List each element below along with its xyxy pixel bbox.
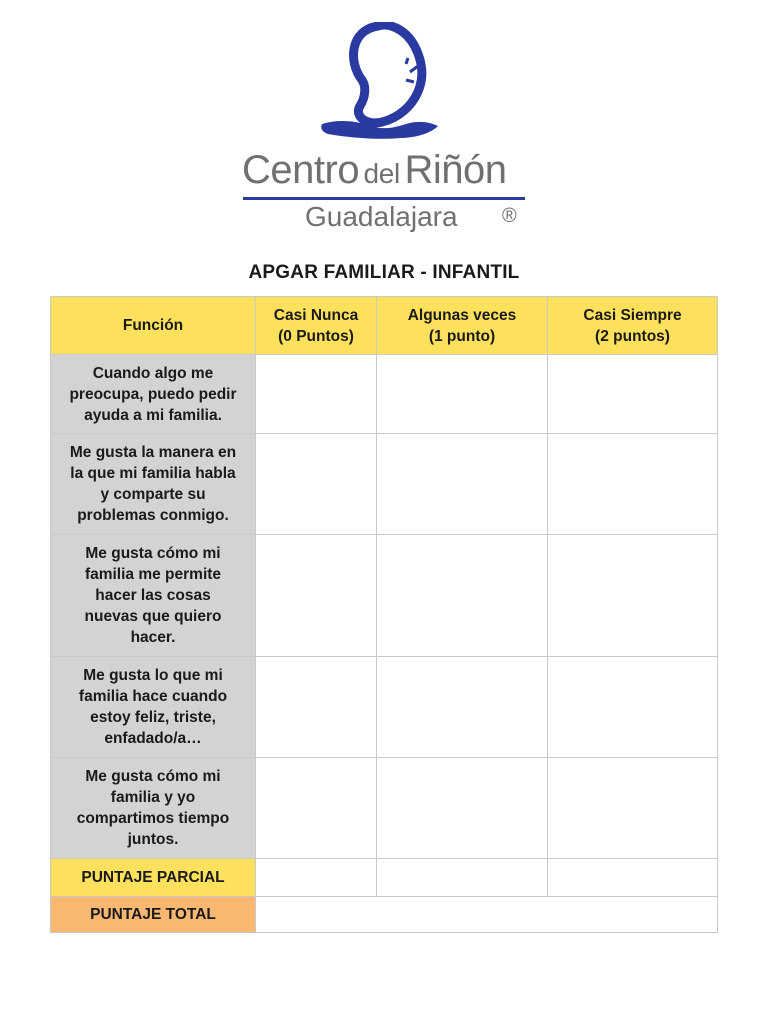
answer-cell-casi-nunca[interactable] [256, 758, 377, 859]
question-cell: Me gusta cómo mi familia y yo compartimos tiempo juntos. [51, 758, 256, 859]
kidney-hand-icon [310, 22, 450, 152]
answer-cell-algunas-veces[interactable] [377, 434, 548, 535]
table-header-row [51, 297, 718, 355]
logo-city: Guadalajara [305, 201, 458, 232]
header-casi-siempre: Casi Siempre (2 puntos) [548, 297, 718, 355]
question-cell: Me gusta la manera en la que mi familia habla y comparte su problemas conmigo. [51, 434, 256, 535]
question-cell: Me gusta cómo mi familia me permite hacer las cosas nuevas que quiero hacer. [51, 535, 256, 657]
registered-mark: ® [502, 205, 517, 227]
answer-cell-casi-nunca[interactable] [256, 355, 377, 434]
answer-cell-casi-siempre[interactable] [548, 355, 718, 434]
total-score-label: PUNTAJE TOTAL [51, 897, 256, 933]
answer-cell-algunas-veces[interactable] [377, 535, 548, 657]
logo-word-rinon: Riñón [404, 148, 507, 192]
table-row [51, 434, 718, 535]
partial-score-algunas-veces[interactable] [377, 859, 548, 897]
header-funcion: Función [51, 297, 256, 355]
logo-word-centro: Centro [242, 148, 360, 192]
header-casi-nunca: Casi Nunca (0 Puntos) [256, 297, 377, 355]
answer-cell-casi-siempre[interactable] [548, 657, 718, 758]
logo-divider [243, 197, 525, 200]
answer-cell-casi-nunca[interactable] [256, 657, 377, 758]
table-row [51, 535, 718, 657]
logo [0, 0, 768, 250]
document-title: APGAR FAMILIAR - INFANTIL [248, 262, 520, 283]
question-cell: Me gusta lo que mi familia hace cuando estoy feliz, triste, enfadado/a… [51, 657, 256, 758]
logo-wordmark [242, 148, 542, 193]
logo-word-del: del [363, 158, 400, 189]
answer-cell-algunas-veces[interactable] [377, 758, 548, 859]
partial-score-casi-nunca[interactable] [256, 859, 377, 897]
apgar-table [50, 296, 718, 933]
answer-cell-casi-siempre[interactable] [548, 758, 718, 859]
answer-cell-algunas-veces[interactable] [377, 355, 548, 434]
table-row [51, 355, 718, 434]
table-row [51, 657, 718, 758]
partial-score-row [51, 859, 718, 897]
header-algunas-veces: Algunas veces (1 punto) [377, 297, 548, 355]
partial-score-label: PUNTAJE PARCIAL [51, 859, 256, 897]
question-cell: Cuando algo me preocupa, puedo pedir ayuda a mi familia. [51, 355, 256, 434]
answer-cell-casi-siempre[interactable] [548, 434, 718, 535]
answer-cell-casi-siempre[interactable] [548, 535, 718, 657]
table-row [51, 758, 718, 859]
total-score-row [51, 897, 718, 933]
partial-score-casi-siempre[interactable] [548, 859, 718, 897]
answer-cell-casi-nunca[interactable] [256, 434, 377, 535]
answer-cell-algunas-veces[interactable] [377, 657, 548, 758]
answer-cell-casi-nunca[interactable] [256, 535, 377, 657]
total-score-value[interactable] [256, 897, 718, 933]
